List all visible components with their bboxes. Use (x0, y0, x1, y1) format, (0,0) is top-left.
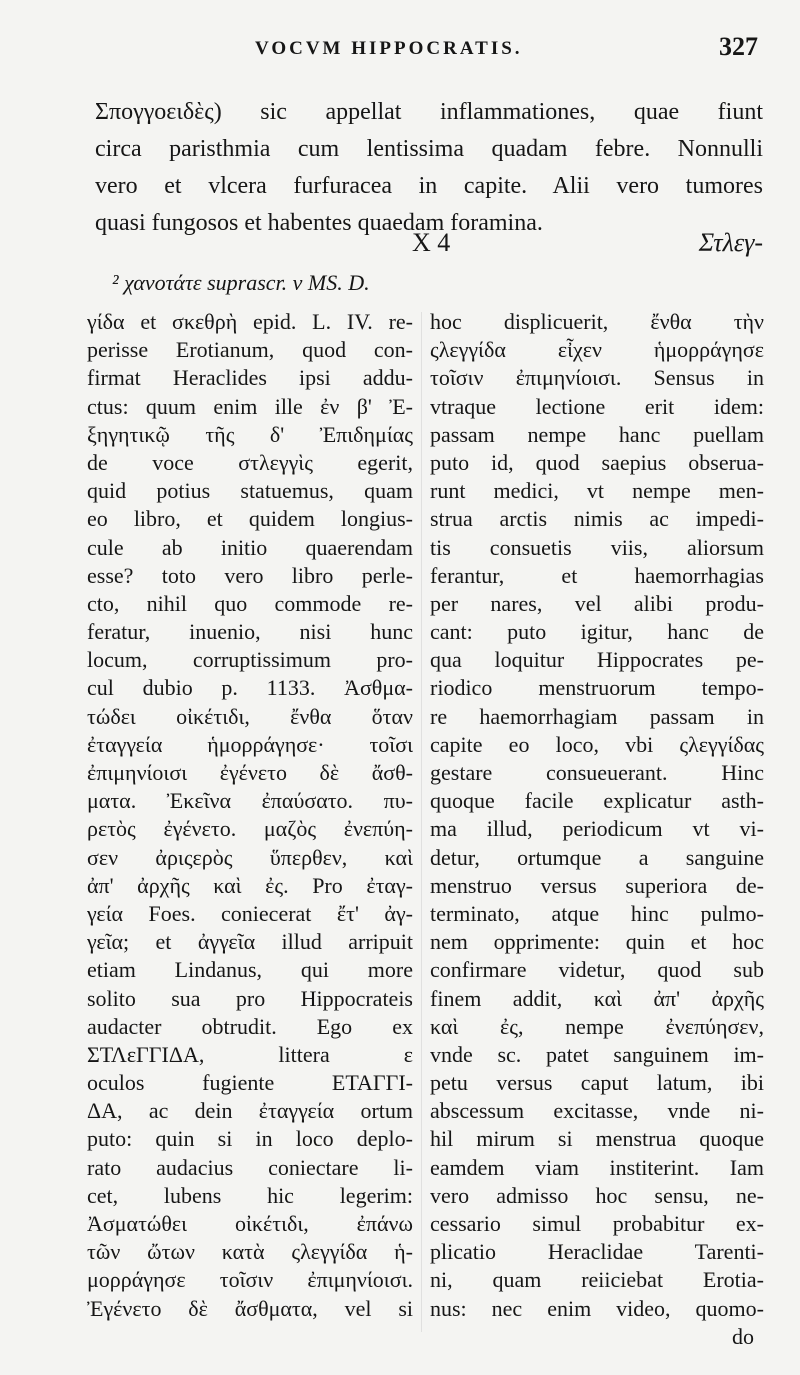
column-line: vtraque lectione erit idem: (430, 393, 764, 419)
column-line: puto id, quod saepius obserua- (430, 449, 764, 475)
column-line: esse? toto vero libro perle- (87, 562, 413, 588)
column-line: do (732, 1323, 754, 1349)
column-line: cul dubio p. 1133. Ἀσθμα- (87, 675, 413, 701)
page-header (0, 30, 800, 70)
column-line: confirmare videtur, quod sub (430, 957, 764, 983)
column-line: solito sua pro Hippocrateis (87, 985, 413, 1011)
column-line: gestare consueuerant. Hinc (430, 760, 764, 785)
column-line: finem addit, καὶ ἀπ' ἀρχῆς (430, 985, 764, 1011)
column-line: τώδει οἰκέτιδι, ἔνθα ὅταν (87, 703, 413, 729)
column-line: menstruo versus superiora de- (430, 872, 764, 898)
column-line: etiam Lindanus, qui more (87, 957, 413, 983)
signature-mark: X 4 (412, 228, 451, 257)
left-column (87, 308, 413, 1323)
main-paragraph (95, 94, 763, 242)
column-line: nus: nec enim video, quomo- (430, 1295, 764, 1321)
signature-line (95, 228, 763, 268)
column-line: ςλεγγίδα εἶχεν ἡμορράγησε (430, 337, 764, 363)
column-line: eamdem viam institerint. Iam (430, 1154, 764, 1180)
column-line: ξηγητικῷ τῆς δ' Ἐπιδημίας (87, 421, 413, 447)
column-line: cule ab initio quaerendam (87, 534, 413, 560)
column-line: firmat Heraclides ipsi addu- (87, 365, 413, 391)
column-line: rato audacius coniectare li- (87, 1154, 413, 1180)
column-line: vero admisso hoc sensu, ne- (430, 1182, 764, 1208)
right-column (430, 308, 764, 1351)
column-line: audacter obtrudit. Ego ex (87, 1013, 413, 1039)
column-line: oculos fugiente ΕΤΑΓΓΙ- (87, 1070, 413, 1096)
column-line: καὶ ἐς, nempe ἐνεπύησεν, (430, 1013, 764, 1039)
column-gutter (421, 312, 422, 1332)
column-line: passam nempe hanc puellam (430, 421, 764, 447)
text-line: circa paristhmia cum lentissima quadam febre. Nonnulli (95, 136, 763, 162)
column-line: γεῖα; et ἀγγεῖα illud arripuit (87, 929, 413, 955)
column-line: ρετὸς ἐγένετο. μαζὸς ἐνεπύη- (87, 816, 413, 842)
column-line: ἐταγγεία ἡμορράγησε· τοῖσι (87, 731, 413, 757)
column-line: per nares, vel alibi produ- (430, 590, 764, 616)
column-line: detur, ortumque a sanguine (430, 844, 764, 870)
column-line: runt medici, vt nempe men- (430, 478, 764, 504)
column-line: τοῖσιν ἐπιμηνίοισι. Sensus in (430, 365, 764, 391)
column-line: ματα. Ἐκεῖνα ἐπαύσατο. πυ- (87, 788, 413, 814)
column-line: locum, corruptissimum pro- (87, 647, 413, 673)
footnote: ² χανοτάτε suprascr. v MS. D. (112, 270, 370, 295)
column-line: Ἀσματώθει οἰκέτιδι, ἐπάνω (87, 1211, 413, 1236)
column-line: re haemorrhagiam passam in (430, 703, 764, 729)
text-line: Σπογγοειδὲς) sic appellat inflammationes, quae fiunt (95, 99, 763, 125)
catchword: Στλεγ- (698, 228, 763, 257)
column-line: ni, quam reiiciebat Erotia- (430, 1267, 764, 1293)
column-line: ma illud, periodicum vt vi- (430, 816, 764, 842)
column-line: ΔΑ, ac dein ἐταγγεία ortum (87, 1098, 413, 1124)
column-line: eo libro, et quidem longius- (87, 506, 413, 532)
text-line: vero et vlcera furfuracea in capite. Alii vero tumores (95, 173, 763, 199)
column-line: ἐπιμηνίοισι ἐγένετο δὲ ἄσθ- (87, 760, 413, 785)
column-line: σεν ἀριςερὸς ὕπερθεν, καὶ (87, 844, 413, 870)
column-line: hoc displicuerit, ἔνθα τὴν (430, 309, 764, 334)
column-line: ctus: quum enim ille ἐν β' Ἐ- (87, 393, 413, 419)
column-line: cant: puto igitur, hanc de (430, 619, 764, 645)
column-line: de voce στλεγγὶς egerit, (87, 449, 413, 475)
column-line: cessario simul probabitur ex- (430, 1211, 764, 1236)
column-line: γεία Foes. coniecerat ἔτ' ἀγ- (87, 900, 413, 926)
column-line: vnde sc. patet sanguinem im- (430, 1041, 764, 1067)
column-line: quoque facile explicatur asth- (430, 788, 764, 814)
column-line: ἀπ' ἀρχῆς καὶ ἐς. Pro ἐταγ- (87, 872, 413, 898)
column-line: γίδα et σκεθρὴ epid. L. IV. re- (87, 309, 413, 334)
column-line: μορράγησε τοῖσιν ἐπιμηνίοισι. (87, 1267, 413, 1293)
column-line: abscessum excitasse, vnde ni- (430, 1098, 764, 1124)
column-line: feratur, inuenio, nisi hunc (87, 619, 413, 645)
running-title: VOCVM HIPPOCRATIS. (255, 38, 523, 59)
column-line: hil mirum si menstrua quoque (430, 1126, 764, 1152)
column-line: riodico menstruorum tempo- (430, 675, 764, 701)
column-line: nem opprimente: quin et hoc (430, 929, 764, 955)
column-line: τῶν ὤτων κατὰ ςλεγγίδα ἡ- (87, 1239, 413, 1265)
column-line: capite eo loco, vbi ςλεγγίδας (430, 731, 764, 757)
column-line: Ἐγένετο δὲ ἄσθματα, vel si (87, 1295, 413, 1321)
column-line: cto, nihil quo commode re- (87, 590, 413, 616)
page-number: 327 (719, 32, 758, 61)
column-line: plicatio Heraclidae Tarenti- (430, 1239, 764, 1265)
column-line: perisse Erotianum, quod con- (87, 337, 413, 363)
column-line: tis consuetis viis, aliorsum (430, 534, 764, 560)
text-line: quasi fungosos et habentes quaedam foramina. (95, 210, 543, 236)
column-line: puto: quin si in loco deplo- (87, 1126, 413, 1152)
column-line: quid potius statuemus, quam (87, 478, 413, 504)
column-line: ferantur, et haemorrhagias (430, 562, 764, 588)
column-line: terminato, atque hinc pulmo- (430, 900, 764, 926)
column-line: ΣΤΛεΓΓΙΔΑ, littera ε (87, 1041, 413, 1067)
column-line: qua loquitur Hippocrates pe- (430, 647, 764, 673)
column-line: petu versus caput latum, ibi (430, 1070, 764, 1096)
column-line: strua arctis nimis ac impedi- (430, 506, 764, 532)
column-line: cet, lubens hic legerim: (87, 1182, 413, 1208)
